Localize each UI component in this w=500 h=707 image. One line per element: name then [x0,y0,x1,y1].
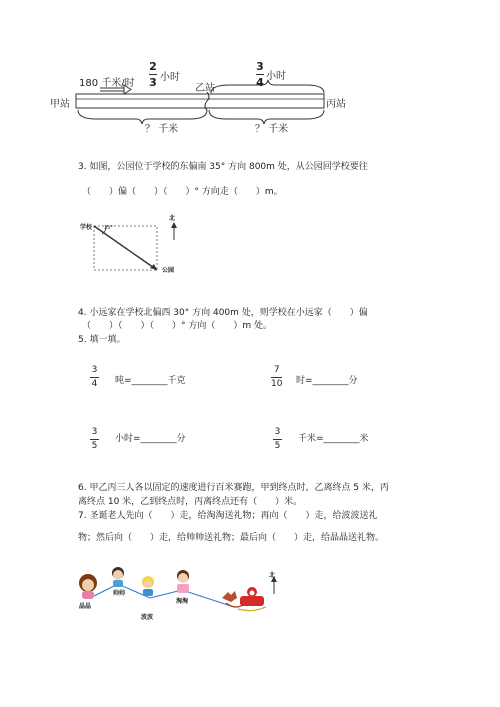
distance2-label: ？ 千米 [255,124,289,135]
kid-label-bobo: 波波 [141,614,154,621]
kid-label-jingjing: 晶晶 [79,603,92,610]
q5-item4-fraction: 3 5 [274,427,281,451]
start-station: 甲站 [50,99,70,110]
time2-fraction [256,61,264,88]
q3-line2: （ ）偏（ ）（ ）° 方向走（ ）m。 [82,187,283,197]
bobo-figure [142,576,154,596]
end-station: 丙站 [326,99,346,110]
kid-label-taotao: 淘淘 [176,598,189,605]
shuaishuai-figure [112,567,124,587]
school-label: 学校 [80,224,93,231]
q4-line1: 4. 小远家在学校北偏西 30° 方向 400m 处，则学校在小远家（ ）偏 [78,308,368,318]
time2-unit: 小时 [266,71,286,82]
kid-label-shuaishuai: 帅帅 [113,590,126,597]
q5-item1-text: 吨=________千克 [115,376,186,386]
taotao-figure [177,570,189,593]
q7-line2: 物；然后向（ ）走，给帅帅送礼物；最后向（ ）走，给晶晶送礼物。 [78,533,385,543]
track-bar [76,94,324,108]
distance1-label: ？ 千米 [145,124,179,135]
time2-denominator: 4 [256,76,264,89]
q4-line2: （ ）（ ）（ ）° 方向（ ）m 处。 [82,321,272,331]
q6-line2: 离终点 10 米，乙到终点时，丙离终点还有（ ）米。 [78,497,303,507]
q7-line1: 7. 圣诞老人先向（ ）走，给淘淘送礼物；再向（ ）走，给波波送礼 [78,511,378,521]
q5-item1-fraction: 3 4 [91,365,98,389]
time2-numerator: 3 [256,60,264,73]
q5-item3-fraction: 3 5 [91,427,98,451]
q5-item4-text: 千米=________米 [298,434,369,444]
middle-station: 乙站 [195,83,215,94]
santa-sleigh [222,587,266,611]
time1-fraction [149,61,157,88]
time1-denominator: 3 [149,76,157,89]
q5-title: 5. 填一填。 [78,335,126,345]
park-label: 公园 [162,267,175,274]
time1-numerator: 2 [149,60,157,73]
north-label-q3: 北 [169,215,176,222]
q5-item2-text: 时=________分 [296,376,358,386]
north-label-map: 北 [269,572,276,579]
q5-item2-fraction: 7 10 [271,365,283,389]
jingjing-figure [79,574,97,599]
angle-label: 35° [104,225,113,231]
q6-line1: 6. 甲乙丙三人各以固定的速度进行百米赛跑，甲到终点时，乙离终点 5 米，丙 [78,483,389,493]
speed-label: 180 千米/时 [79,78,135,89]
q3-line1: 3. 如图，公园位于学校的东偏南 35° 方向 800m 处，从公园回学校要往 [78,162,368,172]
time1-unit: 小时 [160,72,180,83]
q5-item3-text: 小时=________分 [115,434,186,444]
